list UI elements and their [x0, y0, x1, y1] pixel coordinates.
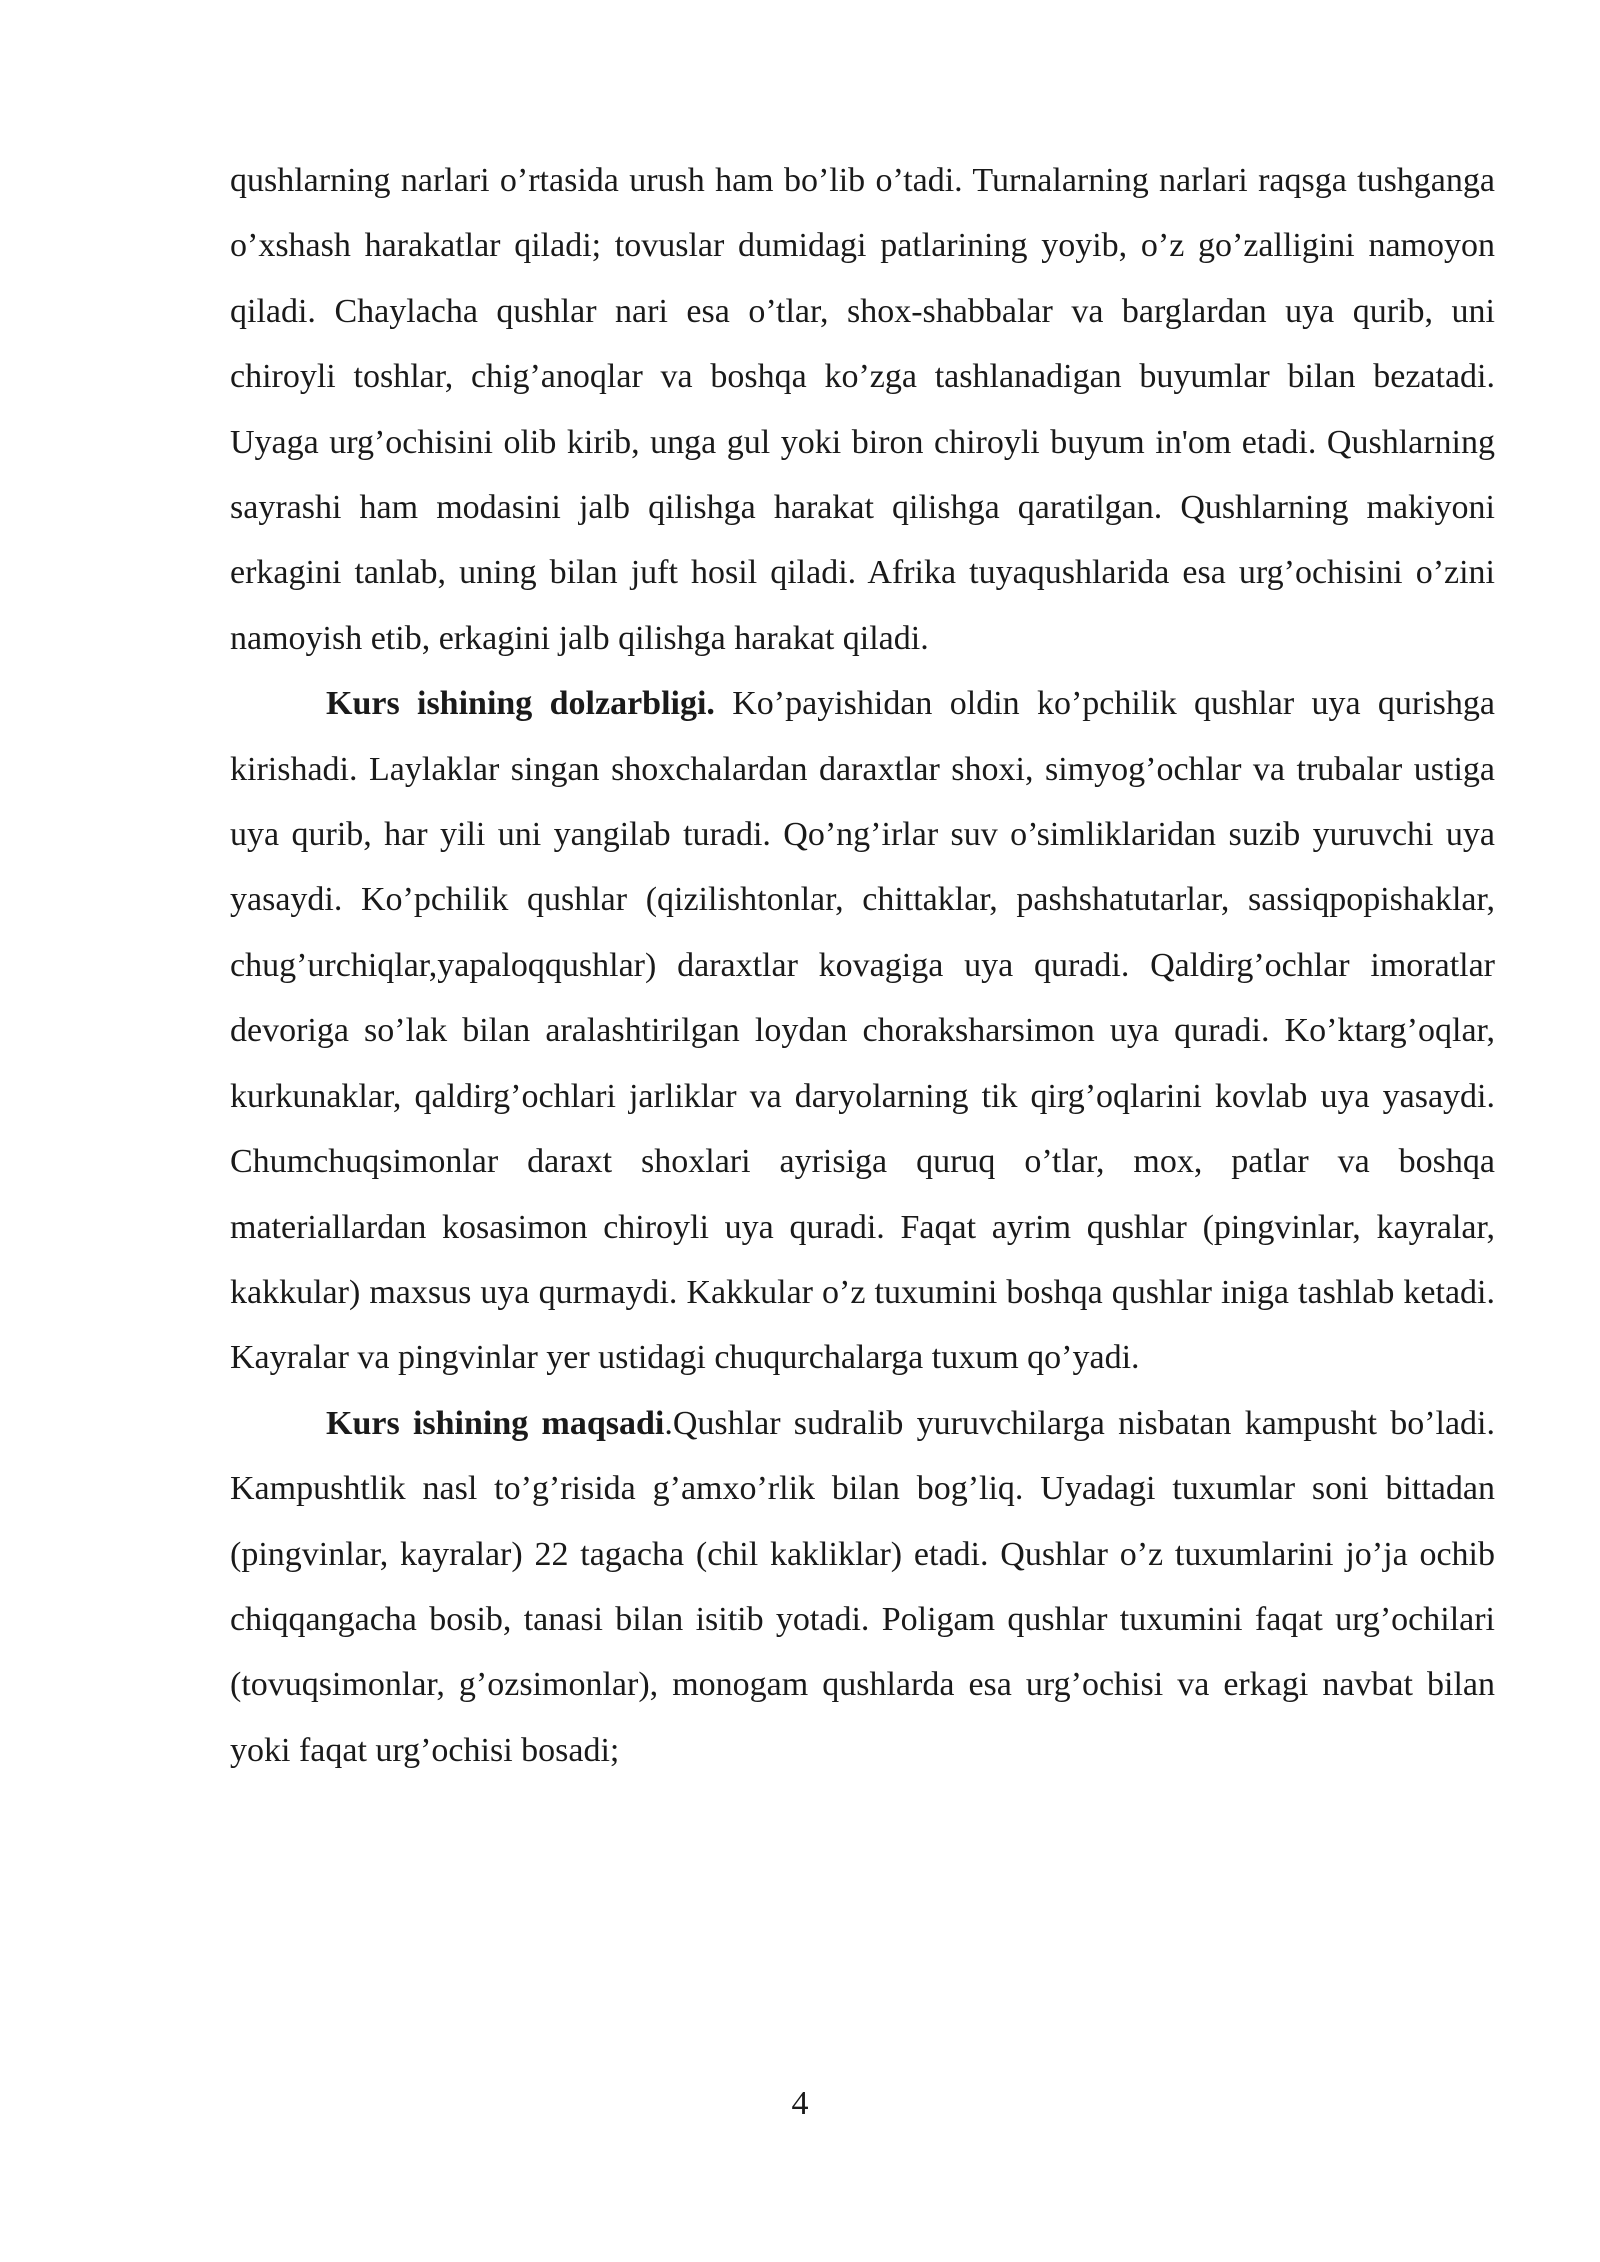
paragraph-relevance-text: Ko’payishidan oldin ko’pchilik qushlar uya qurishga kirishadi. Laylaklar singan shoxchalardan daraxtlar shoxi, simyog’ochlar va trubalar ustiga uya qurib, har yili uni yangilab turadi. Qo’ng’irlar suv o’simliklaridan suzib yuruvchi uya yasaydi. Ko’pchilik qushlar (qizilishtonlar, chittaklar, pashshatutarlar, sassiqpopishaklar, chug’urchiqlar,yapaloqqushlar) daraxtlar kovagiga uya quradi. Qaldirg’ochlar imoratlar devoriga so’lak bilan aralashtirilgan loydan choraksharsimon uya quradi. Ko’ktarg’oqlar, kurkunaklar, qaldirg’ochlari jarliklar va daryolarning tik qirg’oqlarini kovlab uya yasaydi. Chumchuqsimonlar daraxt shoxlari ayrisiga quruq o’tlar, mox, patlar va boshqa materiallardan kosasimon chiroyli uya quradi. Faqat ayrim qushlar (pingvinlar, kayralar, kakkular) maxsus uya qurmaydi. Kakkular o’z tuxumini boshqa qushlar iniga tashlab ketadi. Kayralar va pingvinlar yer ustidagi chuqurchalarga tuxum qo’yadi.: [230, 685, 1495, 1377]
paragraph-intro: [230, 148, 1495, 671]
body-text: [230, 148, 1495, 1783]
heading-goal: Kurs ishining maqsadi: [326, 1404, 665, 1442]
page-number: 4: [791, 2085, 809, 2122]
paragraph-goal: [230, 1391, 1495, 1783]
paragraph-intro-text: qushlarning narlari o’rtasida urush ham bo’lib o’tadi. Turnalarning narlari raqsga tushganga o’xshash harakatlar qiladi; tovuslar dumidagi patlarining yoyib, o’z go’zalligini namoyon qiladi. Chaylacha qushlar nari esa o’tlar, shox-shabbalar va barglardan uya qurib, uni chiroyli toshlar, chig’anoqlar va boshqa ko’zga tashlanadigan buyumlar bilan bezatadi. Uyaga urg’ochisini olib kirib, unga gul yoki biron chiroyli buyum in'om etadi. Qushlarning sayrashi ham modasini jalb qilishga harakat qilishga qaratilgan. Qushlarning makiyoni erkagini tanlab, uning bilan juft hosil qiladi. Afrika tuyaqushlarida esa urg’ochisini o’zini namoyish etib, erkagini jalb qilishga harakat qiladi.: [230, 162, 1495, 657]
heading-relevance: Kurs ishining dolzarbligi.: [326, 685, 715, 723]
paragraph-goal-text: .Qushlar sudralib yuruvchilarga nisbatan kampusht bo’ladi. Kampushtlik nasl to’g’risida g’amxo’rlik bilan bog’liq. Uyadagi tuxumlar soni bittadan (pingvinlar, kayralar) 22 tagacha (chil kakliklar) etadi. Qushlar o’z tuxumlarini jo’ja ochib chiqqangacha bosib, tanasi bilan isitib yotadi. Poligam qushlar tuxumini faqat urg’ochilari (tovuqsimonlar, g’ozsimonlar), monogam qushlarda esa urg’ochisi va erkagi navbat bilan yoki faqat urg’ochisi bosadi;: [230, 1404, 1496, 1769]
paragraph-relevance: [230, 671, 1495, 1390]
